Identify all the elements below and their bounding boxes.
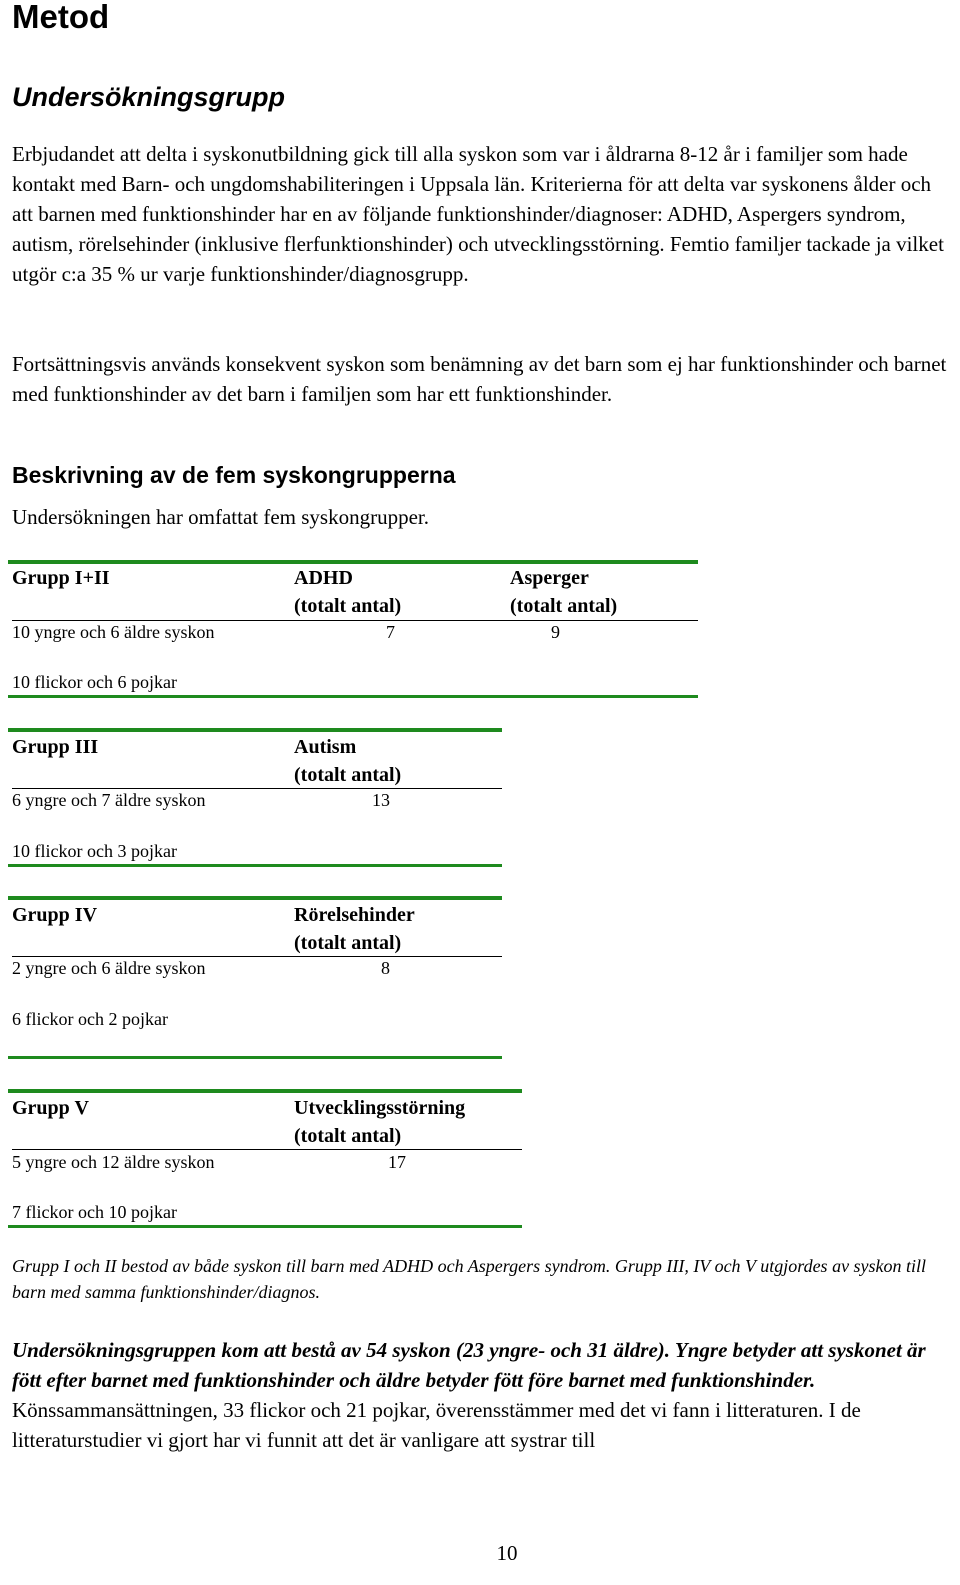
group-column-header: Autism: [294, 736, 357, 758]
group-name: Grupp V: [12, 1097, 89, 1119]
groups-footnote: Grupp I och II bestod av både syskon till barn med ADHD och Aspergers syndrom. Grupp III, IV och V utgjordes av syskon till barn med samma funktionshinder/diagnos.: [12, 1256, 927, 1302]
conclusion-text: Könssammansättningen, 33 flickor och 21 pojkar, överensstämmer med det vi fann i litteraturen. I de litteraturstudier vi gjort har vi funnit att det är vanligare att systrar till: [12, 1398, 861, 1452]
group-gender-row: 10 flickor och 6 pojkar: [12, 672, 177, 692]
group-column-subheader: (totalt antal): [294, 1125, 402, 1147]
group-age-row: 2 yngre och 6 äldre syskon: [12, 958, 206, 978]
group-column-subheader: (totalt antal): [294, 595, 402, 617]
groups-heading: Beskrivning av de fem syskongrupperna: [12, 462, 456, 488]
section-subtitle: Undersökningsgrupp: [12, 82, 286, 112]
group-name: Grupp I+II: [12, 567, 110, 589]
group-top-rule: [8, 560, 698, 564]
conclusion-block: [12, 1335, 952, 1455]
group-column-subheader: (totalt antal): [510, 595, 618, 617]
group-column-header: Asperger: [510, 567, 589, 589]
group-age-row: 10 yngre och 6 äldre syskon: [12, 622, 215, 642]
group-count: 8: [381, 958, 390, 978]
group-top-rule: [8, 728, 502, 732]
page-title: Metod: [12, 0, 110, 35]
group-bottom-rule: [8, 1056, 502, 1059]
group-top-rule: [8, 1089, 522, 1093]
group-age-row: 5 yngre och 12 äldre syskon: [12, 1152, 215, 1172]
page-number: 10: [496, 1541, 518, 1565]
group-column-header: Utvecklingsstörning: [294, 1097, 466, 1119]
conclusion-emphasis: Undersökningsgruppen kom att bestå av 54 syskon (23 yngre- och 31 äldre). Yngre betyder att syskonet är fött efter barnet med funktionshinder och äldre betyder fött före barnet med funktionshinder.: [12, 1338, 926, 1392]
group-bottom-rule: [8, 1225, 522, 1228]
group-count: 17: [388, 1152, 406, 1172]
group-gender-row: 6 flickor och 2 pojkar: [12, 1009, 168, 1029]
group-header-divider: [12, 620, 698, 621]
group-header-divider: [12, 788, 502, 789]
group-column-header: ADHD: [294, 567, 353, 589]
groups-intro: Undersökningen har omfattat fem syskongrupper.: [12, 505, 429, 529]
group-column-subheader: (totalt antal): [294, 932, 402, 954]
group-count: 13: [372, 790, 390, 810]
group-header-divider: [12, 956, 502, 957]
group-count: 9: [551, 622, 560, 642]
paragraph-intro: Erbjudandet att delta i syskonutbildning gick till alla syskon som var i åldrarna 8-12 år i familjer som hade kontakt med Barn- och ungdomshabiliteringen i Uppsala län. Kriterierna för att delta var syskonens ålder och att barnen med funktionshinder har en av följande funktionshinder/diagnoser: ADHD, Aspergers syndrom, autism, rörelsehinder (inklusive flerfunktionshinder) och utvecklingsstörning. Femtio familjer tackade ja vilket utgör c:a 35 % ur varje funktionshinder/diagnosgrupp.: [12, 142, 944, 286]
group-count: 7: [386, 622, 395, 642]
group-bottom-rule: [8, 695, 698, 698]
group-top-rule: [8, 896, 502, 900]
group-name: Grupp III: [12, 736, 99, 758]
paragraph-definition: Fortsättningsvis används konsekvent syskon som benämning av det barn som ej har funktionshinder och barnet med funktionshinder av det barn i familjen som har ett funktionshinder.: [12, 352, 947, 406]
group-bottom-rule: [8, 864, 502, 867]
group-header-divider: [12, 1149, 522, 1150]
group-column-subheader: (totalt antal): [294, 764, 402, 786]
group-gender-row: 10 flickor och 3 pojkar: [12, 841, 177, 861]
group-age-row: 6 yngre och 7 äldre syskon: [12, 790, 206, 810]
group-gender-row: 7 flickor och 10 pojkar: [12, 1202, 177, 1222]
group-name: Grupp IV: [12, 904, 98, 926]
group-column-header: Rörelsehinder: [294, 904, 415, 926]
